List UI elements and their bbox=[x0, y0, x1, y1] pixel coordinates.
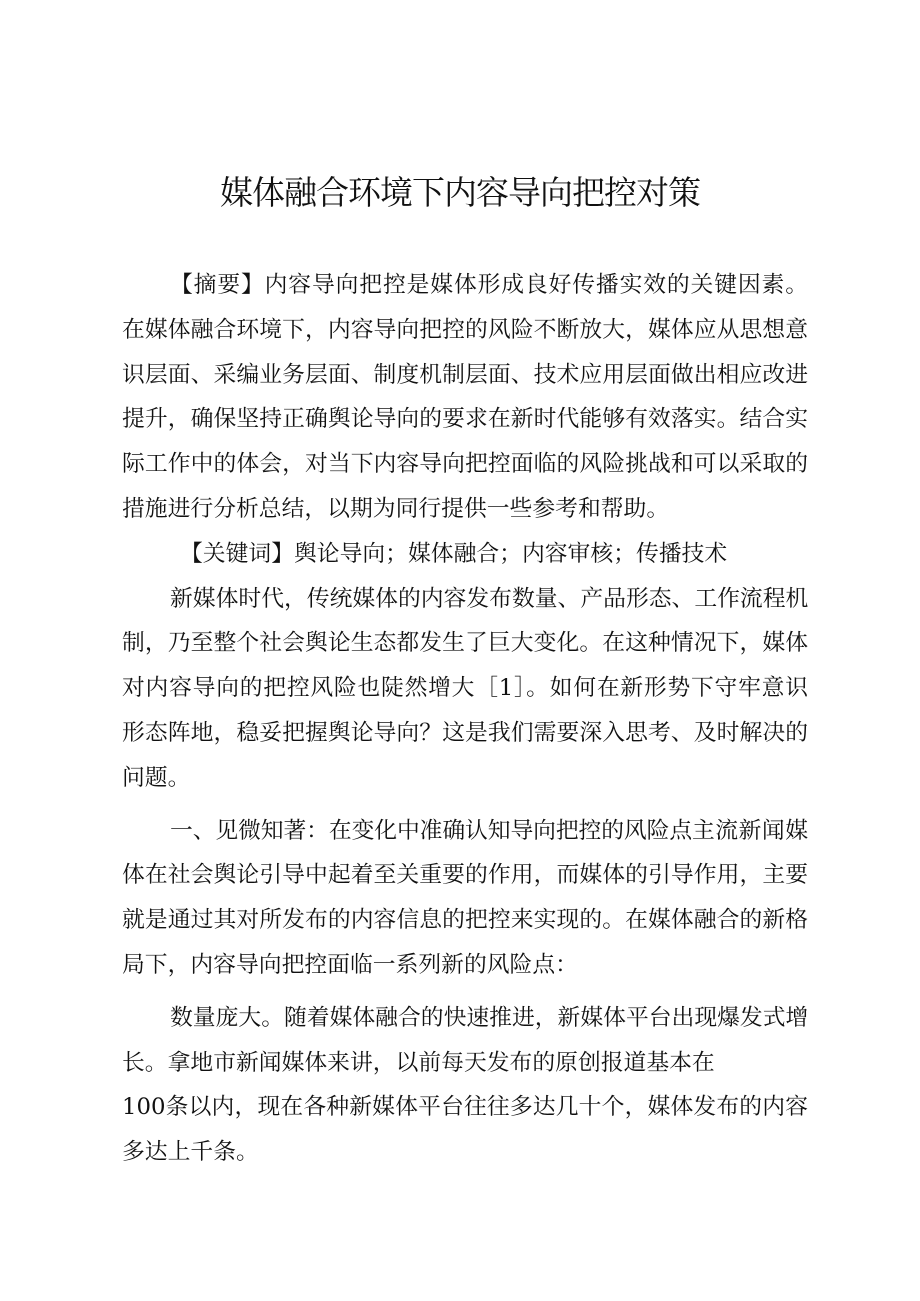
intro-paragraph bbox=[122, 577, 808, 801]
abstract-line: 在媒体融合环境下，内容导向把控的风险不断放大，媒体应从思想意 bbox=[122, 316, 808, 343]
document-body bbox=[122, 263, 808, 1175]
abstract-line: 提升，确保坚持正确舆论导向的要求在新时代能够有效落实。结合实 bbox=[122, 406, 808, 433]
abstract-line: 【摘要】内容导向把控是媒体形成良好传播实效的关键因素。 bbox=[170, 272, 808, 298]
abstract-line: 际工作中的体会，对当下内容导向把控面临的风险挑战和可以采取的 bbox=[122, 451, 808, 478]
keywords-line: 【关键词】舆论导向；媒体融合；内容审核；传播技术 bbox=[180, 540, 728, 567]
abstract-line: 措施进行分析总结，以期为同行提供一些参考和帮助。 bbox=[122, 495, 670, 522]
section1-first-line-rest: 主流新闻媒 bbox=[692, 817, 808, 844]
intro-line: 形态阵地，稳妥把握舆论导向？这是我们需要深入思考、及时解决的 bbox=[122, 719, 808, 746]
intro-line: 对内容导向的把控风险也陡然增大［1］。如何在新形势下守牢意识 bbox=[122, 675, 808, 702]
quantity-paragraph bbox=[122, 996, 808, 1175]
quantity-line: 长。拿地市新闻媒体来讲，以前每天发布的原创报道基本在 bbox=[122, 1049, 715, 1076]
section1-line: 就是通过其对所发布的内容信息的把控来实现的。在媒体融合的新格 bbox=[122, 907, 808, 934]
section1-line: 局下，内容导向把控面临一系列新的风险点： bbox=[122, 951, 578, 978]
abstract-paragraph bbox=[122, 263, 808, 532]
intro-line: 问题。 bbox=[122, 764, 191, 791]
section1-heading: 一、见微知著：在变化中准确认知导向把控的风险点 bbox=[170, 817, 693, 844]
section1-first-line bbox=[122, 809, 808, 854]
intro-line: 制，乃至整个社会舆论生态都发生了巨大变化。在这种情况下，媒体 bbox=[122, 630, 808, 657]
quantity-line: 多达上千条。 bbox=[122, 1139, 259, 1166]
section1-paragraph bbox=[122, 809, 808, 988]
intro-line: 新媒体时代，传统媒体的内容发布数量、产品形态、工作流程机 bbox=[170, 585, 808, 612]
abstract-line: 识层面、采编业务层面、制度机制层面、技术应用层面做出相应改进 bbox=[122, 361, 808, 388]
quantity-line: 数量庞大。随着媒体融合的快速推进，新媒体平台出现爆发式增 bbox=[170, 1004, 808, 1031]
section1-line: 体在社会舆论引导中起着至关重要的作用，而媒体的引导作用，主要 bbox=[122, 862, 808, 889]
paragraph-gap bbox=[122, 801, 808, 809]
document-title: 媒体融合环境下内容导向把控对策 bbox=[220, 173, 700, 212]
quantity-line: 100条以内，现在各种新媒体平台往往多达几十个，媒体发布的内容 bbox=[122, 1094, 808, 1121]
paragraph-gap bbox=[122, 988, 808, 996]
keywords-paragraph bbox=[122, 532, 808, 577]
